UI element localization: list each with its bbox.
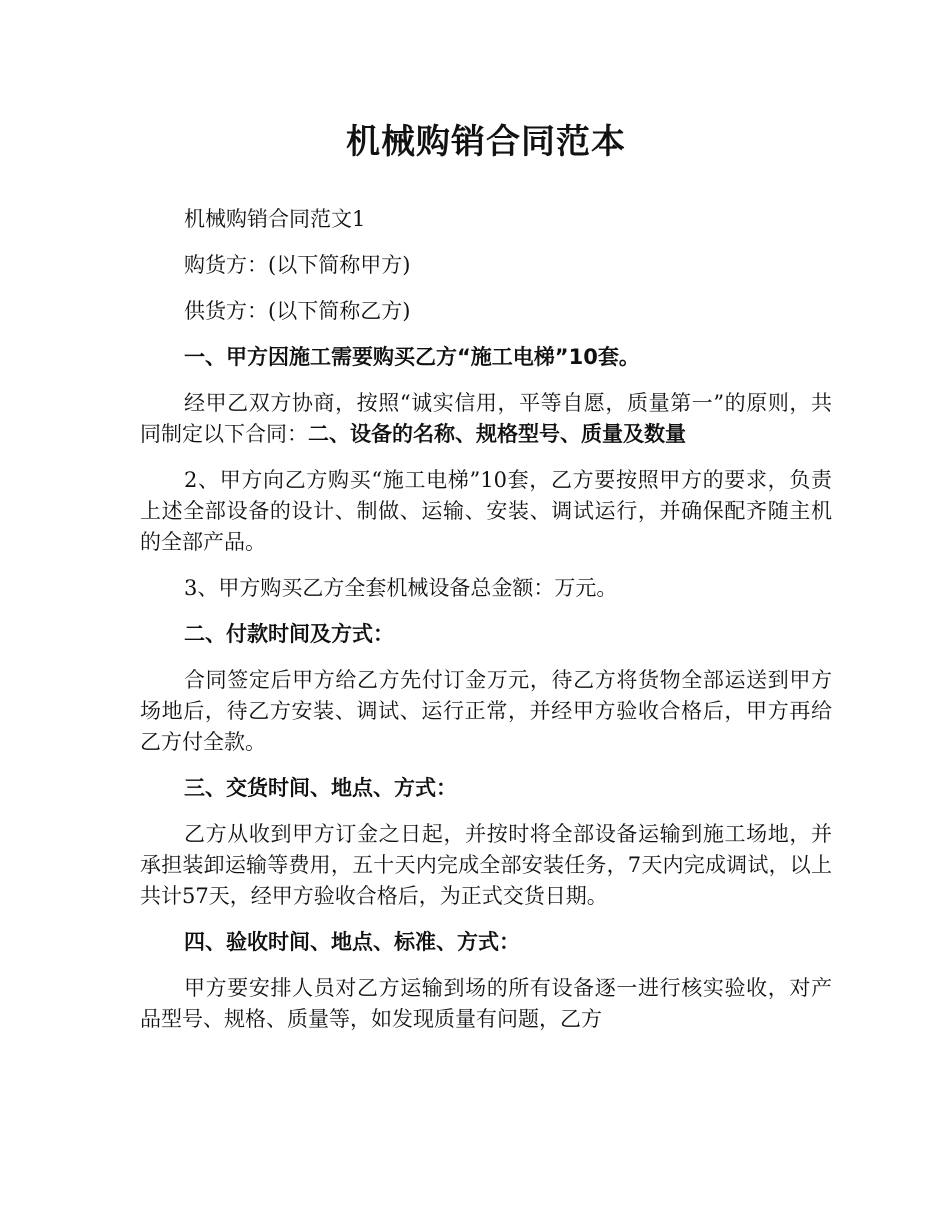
paragraph-item-3: 3、甲方购买乙方全套机械设备总金额：万元。 bbox=[184, 576, 618, 600]
heading-section-1: 一、甲方因施工需要购买乙方“施工电梯”10套。 bbox=[184, 345, 640, 369]
paragraph-contract-name: 机械购销合同范文1 bbox=[184, 207, 366, 231]
paragraph-acceptance: 甲方要安排人员对乙方运输到场的所有设备逐一进行核实验收，对产品型号、规格、质量等，如发现质量有问题，乙方 bbox=[140, 976, 832, 1031]
paragraph-seller: 供货方：(以下简称乙方) bbox=[184, 299, 411, 323]
document-page bbox=[140, 118, 832, 1050]
heading-delivery: 三、交货时间、地点、方式： bbox=[184, 776, 457, 800]
paragraph-negotiation bbox=[140, 388, 832, 450]
page-title: 机械购销合同范本 bbox=[346, 122, 626, 162]
paragraph-payment: 合同签定后甲方给乙方先付订金万元，待乙方将货物全部运送到甲方场地后，待乙方安装、调试、运行正常，并经甲方验收合格后，甲方再给乙方付全款。 bbox=[140, 668, 832, 754]
heading-acceptance: 四、验收时间、地点、标准、方式： bbox=[184, 930, 520, 954]
paragraph-item-2: 2、甲方向乙方购买“施工电梯”10套，乙方要按照甲方的要求，负责上述全部设备的设计、制做、运输、安装、调试运行，并确保配齐随主机的全部产品。 bbox=[140, 468, 832, 554]
paragraph-negotiation-text: 经甲乙双方协商，按照“诚实信用，平等自愿，质量第一”的原则，共同制定以下合同： bbox=[140, 391, 832, 446]
paragraph-buyer: 购货方：(以下简称甲方) bbox=[184, 253, 411, 277]
paragraph-delivery: 乙方从收到甲方订金之日起，并按时将全部设备运输到施工场地，并承担装卸运输等费用，五十天内完成全部安装任务，7天内完成调试，以上共计57天，经甲方验收合格后，为正式交货日期。 bbox=[140, 822, 832, 908]
heading-section-2-inline: 二、设备的名称、规格型号、质量及数量 bbox=[308, 422, 686, 446]
heading-payment: 二、付款时间及方式： bbox=[184, 622, 394, 646]
